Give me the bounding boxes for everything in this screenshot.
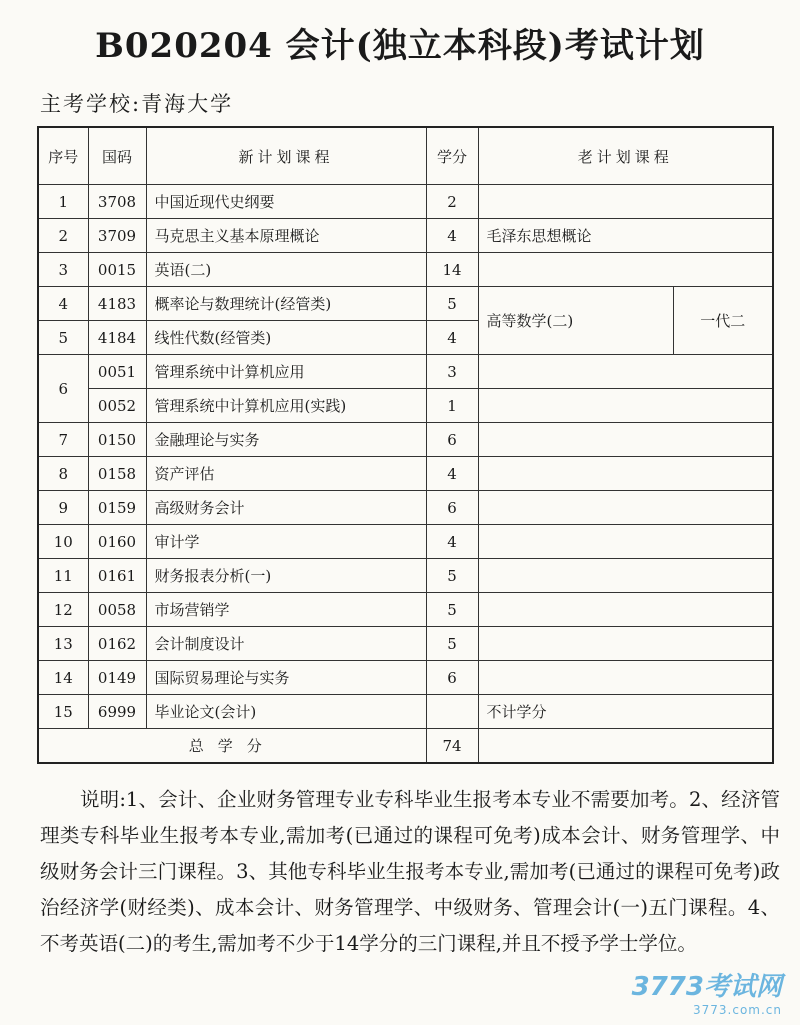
course-cell: 线性代数(经管类) [146, 321, 426, 355]
seq-cell: 9 [38, 491, 88, 525]
course-cell: 中国近现代史纲要 [146, 185, 426, 219]
course-cell: 毕业论文(会计) [146, 695, 426, 729]
credit-cell: 5 [426, 593, 478, 627]
credit-cell: 5 [426, 627, 478, 661]
code-cell: 0149 [88, 661, 146, 695]
code-cell: 0158 [88, 457, 146, 491]
seq-cell: 13 [38, 627, 88, 661]
table-row [38, 457, 773, 491]
seq-cell: 2 [38, 219, 88, 253]
table-row [38, 287, 773, 321]
table-row [38, 219, 773, 253]
seq-cell: 12 [38, 593, 88, 627]
seq-cell: 10 [38, 525, 88, 559]
code-cell: 0160 [88, 525, 146, 559]
code-cell: 0162 [88, 627, 146, 661]
credit-cell: 4 [426, 219, 478, 253]
credit-cell: 2 [426, 185, 478, 219]
code-cell: 0051 [88, 355, 146, 389]
credit-cell: 14 [426, 253, 478, 287]
course-cell: 管理系统中计算机应用(实践) [146, 389, 426, 423]
code-cell: 4184 [88, 321, 146, 355]
old-course-note: 一代二 [673, 287, 773, 355]
header-row [38, 127, 773, 185]
course-cell: 概率论与数理统计(经管类) [146, 287, 426, 321]
table-row [38, 661, 773, 695]
credit-cell: 6 [426, 491, 478, 525]
old-course-cell [478, 661, 773, 695]
code-cell: 0159 [88, 491, 146, 525]
course-cell: 马克思主义基本原理概论 [146, 219, 426, 253]
seq-cell: 4 [38, 287, 88, 321]
explanation-note: 说明:1、会计、企业财务管理专业专科毕业生报考本专业不需要加考。2、经济管理类专科毕业生报考本专业,需加考(已通过的课程可免考)成本会计、财务管理学、中级财务会计三门课程。3、其他专科毕业生报考本专业,需加考(已通过的课程可免考)政治经济学(财经类)、成本会计、财务管理学、中级财务、管理会计(一)五门课程。4、不考英语(二)的考生,需加考不少于14学分的三门课程,并且不授予学士学位。 [40, 788, 780, 955]
total-credit: 74 [426, 729, 478, 764]
code-cell: 6999 [88, 695, 146, 729]
header-old-course: 老计划课程 [478, 127, 773, 185]
seq-cell: 8 [38, 457, 88, 491]
old-course-cell: 高等数学(二) [478, 287, 673, 355]
seq-cell: 5 [38, 321, 88, 355]
course-cell: 会计制度设计 [146, 627, 426, 661]
total-row [38, 729, 773, 764]
table-row [38, 389, 773, 423]
code-cell: 3709 [88, 219, 146, 253]
page-title: B020204 会计(独立本科段)考试计划 [95, 26, 705, 66]
course-cell: 资产评估 [146, 457, 426, 491]
credit-cell [426, 695, 478, 729]
old-course-cell [478, 457, 773, 491]
old-course-cell [478, 389, 773, 423]
table-row [38, 355, 773, 389]
credit-cell: 4 [426, 457, 478, 491]
code-cell: 4183 [88, 287, 146, 321]
total-label: 总学分 [38, 729, 426, 764]
old-course-cell [478, 729, 773, 764]
course-cell: 金融理论与实务 [146, 423, 426, 457]
watermark-main: 3773考试网 [631, 972, 782, 1002]
seq-cell: 3 [38, 253, 88, 287]
old-course-cell [478, 185, 773, 219]
credit-cell: 6 [426, 661, 478, 695]
table-row [38, 627, 773, 661]
table-row [38, 593, 773, 627]
old-course-cell [478, 355, 773, 389]
credit-cell: 4 [426, 525, 478, 559]
old-course-cell: 毛泽东思想概论 [478, 219, 773, 253]
course-cell: 市场营销学 [146, 593, 426, 627]
course-cell: 管理系统中计算机应用 [146, 355, 426, 389]
table-row [38, 525, 773, 559]
course-cell: 财务报表分析(一) [146, 559, 426, 593]
credit-cell: 5 [426, 559, 478, 593]
credit-cell: 3 [426, 355, 478, 389]
table-row [38, 695, 773, 729]
credit-cell: 6 [426, 423, 478, 457]
code-cell: 0150 [88, 423, 146, 457]
course-cell: 高级财务会计 [146, 491, 426, 525]
code-cell: 0052 [88, 389, 146, 423]
seq-cell: 15 [38, 695, 88, 729]
old-course-cell [478, 593, 773, 627]
old-course-cell [478, 525, 773, 559]
table-row [38, 559, 773, 593]
table-row [38, 253, 773, 287]
old-course-cell [478, 627, 773, 661]
table-row [38, 423, 773, 457]
course-cell: 英语(二) [146, 253, 426, 287]
seq-cell: 1 [38, 185, 88, 219]
seq-cell: 11 [38, 559, 88, 593]
seq-cell: 7 [38, 423, 88, 457]
code-cell: 0161 [88, 559, 146, 593]
seq-cell: 6 [38, 355, 88, 423]
seq-cell: 14 [38, 661, 88, 695]
header-new-course: 新计划课程 [146, 127, 426, 185]
code-cell: 3708 [88, 185, 146, 219]
credit-cell: 5 [426, 287, 478, 321]
credit-cell: 4 [426, 321, 478, 355]
code-cell: 0058 [88, 593, 146, 627]
host-school: 主考学校:青海大学 [40, 92, 234, 116]
header-seq: 序号 [38, 127, 88, 185]
header-credit: 学分 [426, 127, 478, 185]
old-course-cell [478, 559, 773, 593]
code-cell: 0015 [88, 253, 146, 287]
table-row [38, 185, 773, 219]
watermark-url: 3773.com.cn [693, 1003, 782, 1017]
old-course-cell: 不计学分 [478, 695, 773, 729]
credit-cell: 1 [426, 389, 478, 423]
exam-plan-table [37, 126, 774, 764]
course-cell: 审计学 [146, 525, 426, 559]
watermark-logo [632, 966, 782, 1017]
course-cell: 国际贸易理论与实务 [146, 661, 426, 695]
old-course-cell [478, 253, 773, 287]
old-course-cell [478, 491, 773, 525]
table-row [38, 491, 773, 525]
header-code: 国码 [88, 127, 146, 185]
old-course-cell [478, 423, 773, 457]
